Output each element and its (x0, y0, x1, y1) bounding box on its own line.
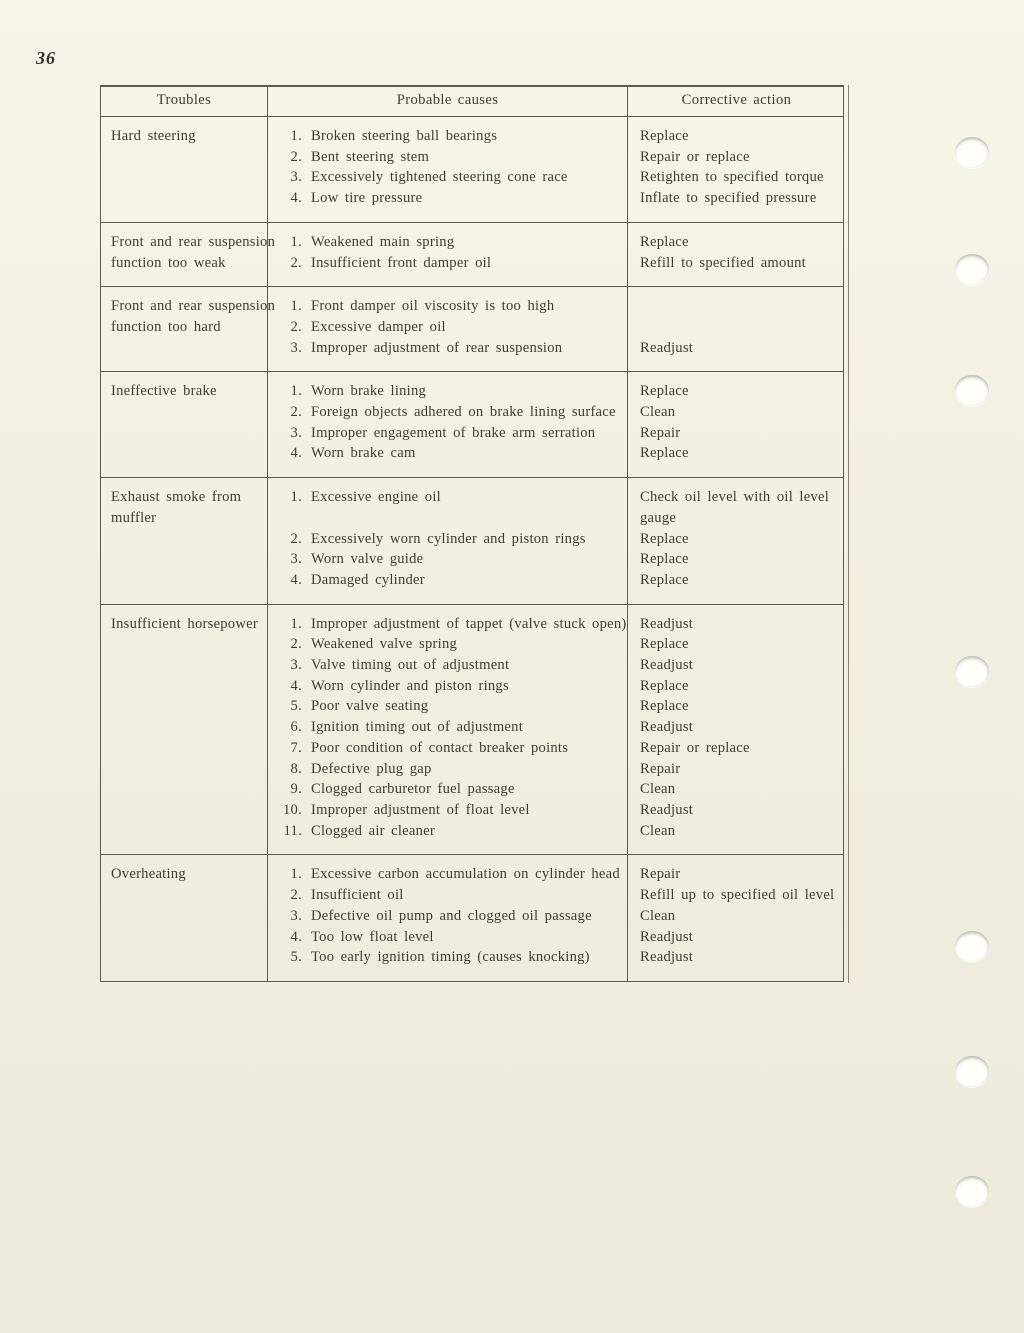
cause-item (272, 381, 621, 402)
cause-text: Excessively worn cylinder and piston rings (311, 530, 586, 547)
punch-hole (955, 1176, 989, 1207)
cause-item (272, 738, 621, 759)
action-text: Repair (640, 424, 681, 441)
cause-text: Excessive engine oil (311, 489, 441, 506)
punch-hole (955, 931, 989, 962)
column-header-probable-causes: Probable causes (267, 87, 627, 116)
cause-text: Low tire pressure (311, 190, 423, 207)
cause-text: Too early ignition timing (causes knocking) (311, 949, 590, 966)
punch-hole (955, 254, 989, 285)
action-text: Clean (640, 822, 676, 839)
causes-cell (267, 117, 627, 222)
cause-item (272, 906, 621, 927)
cause-item (272, 167, 621, 188)
actions-cell (627, 478, 845, 604)
cause-text: Damaged cylinder (311, 571, 425, 588)
cause-number: 6. (290, 719, 302, 736)
action-text: Retighten to specified torque (640, 169, 824, 186)
cause-item (272, 296, 621, 317)
cause-item (272, 821, 621, 842)
cause-item (272, 927, 621, 948)
cause-item (272, 487, 621, 508)
table-body (101, 116, 843, 981)
trouble-text: Front and rear suspension (111, 233, 276, 250)
action-text: Inflate to specified pressure (640, 190, 817, 207)
cause-item (272, 126, 621, 147)
cause-number: 2. (290, 530, 302, 547)
action-text: Replace (640, 128, 689, 144)
cause-text: Bent steering stem (311, 148, 430, 165)
cause-item (272, 317, 621, 338)
cause-number: 3. (290, 551, 302, 568)
table-outer-rule (848, 85, 849, 983)
column-header-troubles: Troubles (156, 92, 212, 108)
trouble-text: function too weak (111, 254, 226, 271)
punch-hole (955, 1056, 989, 1087)
trouble-text: Ineffective brake (111, 383, 217, 400)
cause-text: Excessive carbon accumulation on cylinder head (311, 866, 620, 883)
cause-number: 9. (290, 781, 302, 798)
cause-text: Improper adjustment of float level (311, 801, 530, 818)
cause-text: Poor valve seating (311, 698, 429, 715)
cause-item (272, 338, 621, 359)
trouble-cell (101, 605, 267, 855)
action-text: gauge (640, 509, 677, 526)
cause-number: 8. (290, 760, 302, 777)
cause-text: Worn cylinder and piston rings (311, 677, 509, 694)
cause-text: Foreign objects adhered on brake lining surface (311, 404, 616, 421)
action-text: Readjust (640, 615, 694, 632)
actions-cell (627, 117, 845, 222)
action-text: Replace (640, 383, 689, 400)
action-text: Repair (640, 760, 681, 777)
action-text: Repair (640, 866, 681, 883)
trouble-text: Front and rear suspension (111, 298, 276, 315)
cause-text: Broken steering ball bearings (311, 128, 498, 144)
trouble-cell (101, 223, 276, 286)
action-text: Refill up to specified oil level (640, 887, 835, 904)
cause-number: 3. (290, 339, 302, 356)
cause-text: Weakened main spring (311, 233, 455, 250)
table-row (101, 854, 843, 981)
cause-text: Weakened valve spring (311, 636, 458, 653)
cause-number: 1. (290, 383, 302, 400)
cause-text: Excessively tightened steering cone race (311, 169, 568, 186)
cause-item (272, 634, 621, 655)
cause-text: Worn brake cam (311, 445, 416, 462)
trouble-cell (101, 117, 267, 222)
action-text (640, 317, 841, 338)
causes-cell (267, 605, 627, 855)
cause-item (272, 717, 621, 738)
action-text: Clean (640, 404, 676, 421)
trouble-text: Insufficient horsepower (111, 615, 258, 632)
cause-text: Ignition timing out of adjustment (311, 719, 524, 736)
cause-item (272, 885, 621, 906)
action-text: Clean (640, 907, 676, 924)
cause-number: 3. (290, 907, 302, 924)
cause-text: Worn brake lining (311, 383, 427, 400)
cause-item (272, 508, 621, 529)
cause-text: Worn valve guide (311, 551, 424, 568)
cause-number: 2. (290, 887, 302, 904)
table-header-row (101, 87, 843, 116)
cause-item (272, 253, 621, 274)
action-text: Replace (640, 677, 689, 694)
action-text: Readjust (640, 801, 694, 818)
cause-number: 3. (290, 169, 302, 186)
cause-item (272, 423, 621, 444)
trouble-cell (101, 478, 267, 604)
action-text: Clean (640, 781, 676, 798)
causes-cell (267, 478, 627, 604)
cause-item (272, 443, 621, 464)
table-row (101, 286, 843, 371)
actions-cell (627, 372, 845, 477)
punch-hole (955, 375, 989, 406)
cause-number: 7. (290, 739, 302, 756)
cause-number: 3. (290, 424, 302, 441)
cause-text: Valve timing out of adjustment (311, 657, 510, 674)
cause-text: Front damper oil viscosity is too high (311, 298, 555, 315)
cause-number: 1. (290, 233, 302, 250)
cause-number: 11. (283, 822, 302, 839)
cause-number: 2. (290, 636, 302, 653)
action-text (640, 296, 841, 317)
cause-text: Insufficient front damper oil (311, 254, 492, 271)
trouble-text: function too hard (111, 318, 221, 335)
cause-number: 5. (290, 698, 302, 715)
action-text: Replace (640, 571, 689, 588)
cause-item (272, 655, 621, 676)
cause-text: Clogged air cleaner (311, 822, 436, 839)
table-row (101, 477, 843, 604)
cause-item (272, 800, 621, 821)
cause-item (272, 779, 621, 800)
cause-number: 4. (290, 677, 302, 694)
cause-item (272, 759, 621, 780)
cause-text: Defective plug gap (311, 760, 432, 777)
cause-number: 10. (283, 801, 302, 818)
cause-item (272, 696, 621, 717)
cause-number: 4. (290, 445, 302, 462)
column-header-corrective-action: Corrective action (627, 87, 845, 116)
cause-number: 4. (290, 190, 302, 207)
table-row (101, 604, 843, 855)
cause-number: 1. (290, 489, 302, 506)
trouble-text: Overheating (111, 866, 186, 883)
punch-hole (955, 656, 989, 687)
action-text: Replace (640, 551, 689, 568)
cause-number: 1. (290, 128, 302, 144)
causes-cell (267, 372, 627, 477)
action-text: Readjust (640, 339, 694, 356)
cause-text: Poor condition of contact breaker points (311, 739, 569, 756)
trouble-cell (101, 855, 267, 981)
actions-cell (627, 223, 845, 286)
action-text: Replace (640, 636, 689, 653)
punch-hole (955, 137, 989, 168)
cause-number: 2. (290, 254, 302, 271)
cause-number: 1. (290, 298, 302, 315)
causes-cell (267, 855, 627, 981)
action-text: Repair or replace (640, 148, 750, 165)
action-text: Replace (640, 233, 689, 250)
cause-item (272, 549, 621, 570)
cause-number: 5. (290, 949, 302, 966)
cause-number: 2. (290, 148, 302, 165)
action-text: Check oil level with oil level (640, 489, 830, 506)
action-text: Replace (640, 530, 689, 547)
trouble-text: Hard steering (111, 128, 196, 144)
cause-text: Clogged carburetor fuel passage (311, 781, 515, 798)
cause-item (272, 947, 621, 968)
cause-item (272, 402, 621, 423)
action-text: Readjust (640, 949, 694, 966)
cause-text: Excessive damper oil (311, 318, 446, 335)
actions-cell (627, 605, 845, 855)
action-text: Readjust (640, 657, 694, 674)
action-text: Replace (640, 698, 689, 715)
cause-item (272, 614, 627, 635)
trouble-text: Exhaust smoke from (111, 489, 242, 506)
cause-number: 3. (290, 657, 302, 674)
table-row (101, 222, 843, 286)
cause-number: 1. (290, 866, 302, 883)
action-text: Readjust (640, 719, 694, 736)
cause-number: 1. (290, 615, 302, 632)
cause-item (272, 232, 621, 253)
actions-cell (627, 855, 845, 981)
cause-number: 2. (290, 404, 302, 421)
table-row (101, 116, 843, 222)
cause-item (272, 570, 621, 591)
action-text: Refill to specified amount (640, 254, 806, 271)
causes-cell (267, 223, 627, 286)
cause-text: Too low float level (311, 928, 434, 945)
cause-item (272, 188, 621, 209)
action-text: Readjust (640, 928, 694, 945)
trouble-text: muffler (111, 509, 157, 526)
actions-cell (627, 287, 845, 371)
trouble-cell (101, 287, 276, 371)
cause-text: Improper engagement of brake arm serration (311, 424, 596, 441)
cause-number: 4. (290, 571, 302, 588)
cause-item (272, 529, 621, 550)
table-row (101, 371, 843, 477)
cause-text: Improper adjustment of tappet (valve stuck open) (311, 615, 627, 632)
cause-text: Improper adjustment of rear suspension (311, 339, 563, 356)
cause-item (272, 864, 621, 885)
cause-item (272, 676, 621, 697)
page-number: 36 (36, 48, 56, 68)
trouble-cell (101, 372, 267, 477)
cause-item (272, 147, 621, 168)
cause-number: 2. (290, 318, 302, 335)
cause-number: 4. (290, 928, 302, 945)
troubleshooting-table (100, 85, 844, 982)
cause-text: Defective oil pump and clogged oil passage (311, 907, 592, 924)
causes-cell (267, 287, 627, 371)
cause-text: Insufficient oil (311, 887, 404, 904)
action-text: Replace (640, 445, 689, 462)
action-text: Repair or replace (640, 739, 750, 756)
